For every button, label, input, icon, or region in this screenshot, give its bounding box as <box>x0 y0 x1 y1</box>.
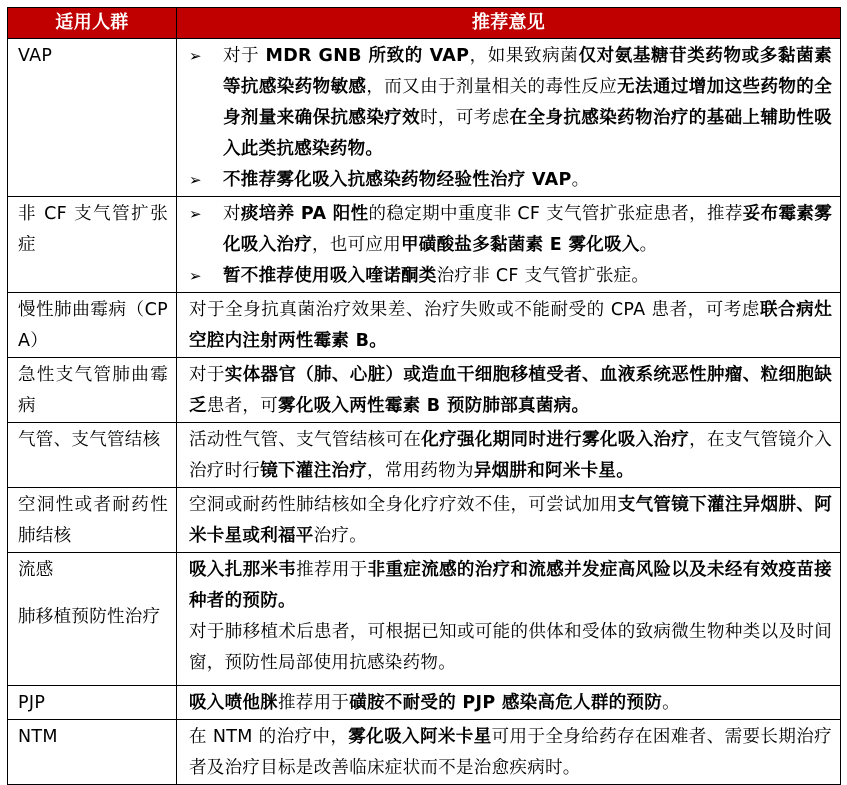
text-run: ，也可应用 <box>312 235 401 255</box>
recommendation-text <box>189 425 832 487</box>
bold-text-run: 无法通过增加这些药物的全身剂量来确保抗感染疗效 <box>223 77 833 128</box>
text-run: 对于 <box>189 365 225 385</box>
bold-text-run: 支气管镜下灌注异烟肼、阿米卡星或利福平 <box>189 495 832 546</box>
recommendation-text <box>189 360 832 422</box>
bold-text-run: 联合病灶空腔内注射两性霉素 B。 <box>189 300 832 351</box>
header-recommendation: 推荐意见 <box>177 8 841 39</box>
text-run: 时，可考虑 <box>420 108 510 128</box>
bold-text-run: 妥布霉素雾化吸入治疗 <box>223 204 833 255</box>
text-run: 活动性气管、支气管结核可在 <box>189 430 422 450</box>
text-run: 对于全身抗真菌治疗效果差、治疗失败或不能耐受的 CPA 患者，可考虑 <box>189 300 760 320</box>
group-label: VAP <box>18 46 53 66</box>
table-header-row <box>8 8 841 39</box>
header-group: 适用人群 <box>8 8 177 39</box>
bold-text-run: 吸入扎那米韦 <box>189 560 297 580</box>
recommendation-cell <box>177 293 841 358</box>
table-row <box>8 488 841 553</box>
table-row <box>8 197 841 293</box>
bullet-text <box>223 41 832 165</box>
group-cell <box>8 720 177 785</box>
bullet-text <box>223 261 832 292</box>
group-label: 气管、支气管结核 <box>18 430 161 450</box>
group-label: 流感 <box>18 560 54 580</box>
table-row <box>8 720 841 785</box>
bold-text-run: MDR GNB 所致的 VAP <box>265 46 470 66</box>
recommendation-cell <box>177 553 841 686</box>
text-run: 推荐用于 <box>278 693 350 713</box>
group-cell <box>8 553 177 686</box>
text-run: 可用于全身给药存在困难者、需要长期治疗者及治疗目标是改善临床症状而不是治愈疾病时。 <box>189 727 832 778</box>
group-label: 慢性肺曲霉病（CPA） <box>18 300 168 351</box>
text-run: 空洞或耐药性肺结核如全身化疗疗效不佳，可尝试加用 <box>189 495 618 515</box>
group-label: 空洞性或者耐药性肺结核 <box>18 495 168 546</box>
recommendation-cell <box>177 488 841 553</box>
bold-text-run: 实体器官（肺、心脏）或造血干细胞移植受者、血液系统恶性肿瘤、粒细胞缺乏 <box>189 365 832 416</box>
bold-text-run: 化疗强化期同时进行雾化吸入治疗 <box>421 430 690 450</box>
text-run: 对 <box>223 204 241 224</box>
text-run: 对于 <box>223 46 266 66</box>
recommendation-text <box>189 295 832 357</box>
recommendation-text <box>189 555 832 617</box>
group-cell <box>8 488 177 553</box>
table-row <box>8 423 841 488</box>
bold-text-run: 不推荐雾化吸入抗感染药物经验性治疗 VAP <box>223 170 572 190</box>
group-label: 非 CF 支气管扩张症 <box>18 204 168 255</box>
group-cell <box>8 686 177 720</box>
arrow-bullet-icon: ➢ <box>189 171 202 189</box>
bullet-text <box>223 199 832 261</box>
text-run: 。 <box>639 235 658 255</box>
table-row <box>8 293 841 358</box>
group-label: PJP <box>18 693 46 713</box>
recommendation-text <box>189 722 832 784</box>
recommendation-text <box>189 688 832 719</box>
bullet-item <box>189 199 832 261</box>
table-row <box>8 553 841 686</box>
text-run: 推荐用于 <box>296 560 368 580</box>
group-label: NTM <box>18 727 58 747</box>
bold-text-run: 仅对氨基糖苷类药物或多黏菌素等抗感染药物敏感 <box>223 46 833 97</box>
recommendation-table <box>7 7 841 785</box>
bold-text-run: 镜下灌注治疗 <box>260 461 368 481</box>
bold-text-run: 在全身抗感染药物治疗的基础上辅助性吸入此类抗感染药物。 <box>223 108 832 159</box>
group-label-secondary: 肺移植预防性治疗 <box>18 607 161 627</box>
recommendation-cell <box>177 423 841 488</box>
table-row <box>8 686 841 720</box>
text-run: ，在支气管镜介入治疗时行 <box>189 430 832 481</box>
recommendation-cell <box>177 686 841 720</box>
text-run: ，常用药物为 <box>367 461 474 481</box>
bullet-item <box>189 261 832 292</box>
bold-text-run: 雾化吸入阿米卡星 <box>348 727 492 747</box>
arrow-bullet-icon: ➢ <box>189 47 202 65</box>
text-run: 在 NTM 的治疗中， <box>189 727 349 747</box>
text-run: 治疗非 CF 支气管扩张症。 <box>436 266 650 286</box>
recommendation-text-secondary <box>189 617 832 679</box>
bullet-text <box>223 165 832 196</box>
recommendation-cell <box>177 39 841 197</box>
bold-text-run: 非重症流感的治疗和流感并发症高风险以及未经有效疫苗接种者的预防。 <box>189 560 832 611</box>
table-row <box>8 39 841 197</box>
group-cell <box>8 39 177 197</box>
bold-text-run: 甲磺酸盐多黏菌素 E 雾化吸入 <box>401 235 640 255</box>
text-run: ，而又由于剂量相关的毒性反应 <box>366 77 618 97</box>
arrow-bullet-icon: ➢ <box>189 267 202 285</box>
bullet-item <box>189 165 832 196</box>
bold-text-run: 雾化吸入两性霉素 B 预防肺部真菌病。 <box>278 396 590 416</box>
bold-text-run: 痰培养 PA 阳性 <box>240 204 369 224</box>
bold-text-run: 暂不推荐使用吸入喹诺酮类 <box>223 266 437 286</box>
text-run: 。 <box>662 693 680 713</box>
group-cell <box>8 293 177 358</box>
text-run: 患者，可 <box>206 396 279 416</box>
recommendation-cell <box>177 358 841 423</box>
bold-text-run: 异烟肼和阿米卡星。 <box>473 461 635 481</box>
bold-text-run: 吸入喷他脒 <box>189 693 278 713</box>
table-row <box>8 358 841 423</box>
text-run: 的稳定期中重度非 CF 支气管扩张症患者，推荐 <box>368 204 743 224</box>
group-cell <box>8 358 177 423</box>
bold-text-run: 磺胺不耐受的 PJP 感染高危人群的预防 <box>349 693 663 713</box>
text-run: 治疗。 <box>313 526 368 546</box>
text-run: 。 <box>571 170 590 190</box>
recommendation-text <box>189 490 832 552</box>
group-cell <box>8 423 177 488</box>
text-run: ，如果致病菌 <box>469 46 579 66</box>
text-run: 对于肺移植术后患者，可根据已知或可能的供体和受体的致病微生物种类以及时间窗，预防性局部使用抗感染药物。 <box>189 622 832 673</box>
group-label: 急性支气管肺曲霉病 <box>18 365 168 416</box>
recommendation-cell <box>177 720 841 785</box>
arrow-bullet-icon: ➢ <box>189 205 202 223</box>
recommendation-cell <box>177 197 841 293</box>
bullet-item <box>189 41 832 165</box>
group-cell <box>8 197 177 293</box>
